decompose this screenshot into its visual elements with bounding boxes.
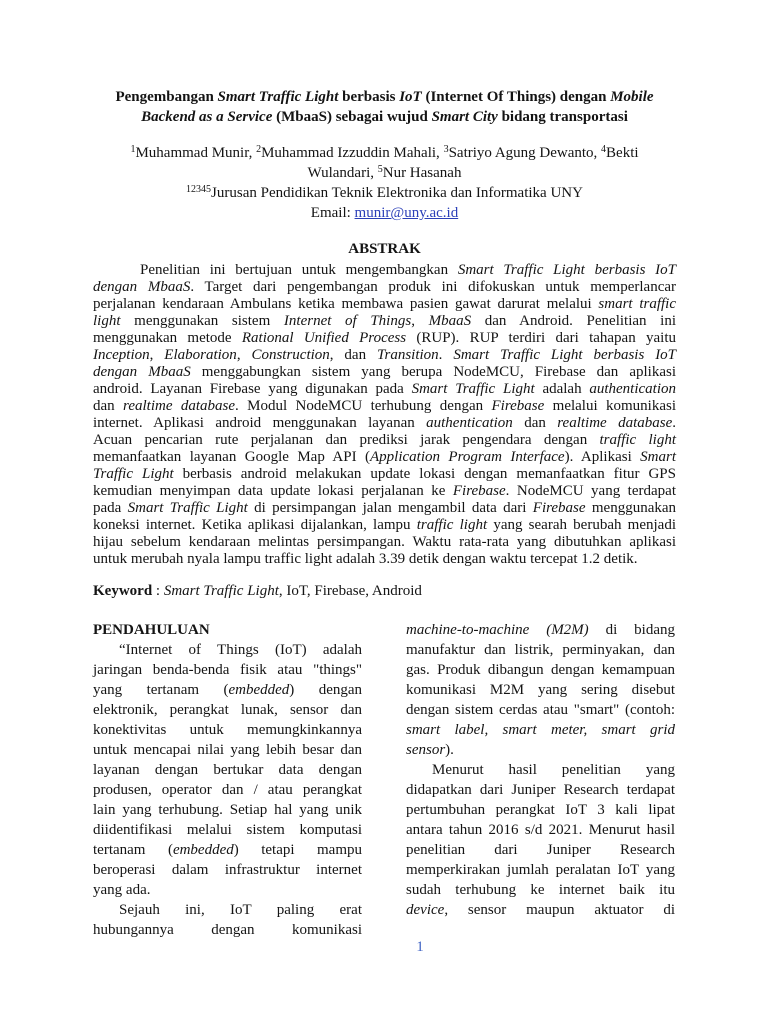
italic-term: smart traffic — [598, 296, 676, 312]
text-run: adalah — [534, 381, 590, 397]
bold-label: Keyword — [93, 583, 153, 599]
text-run: tertanam ( — [93, 842, 173, 858]
affiliation-marker: 4 — [601, 144, 607, 155]
text-line — [93, 415, 676, 432]
text-run: jaringan benda-benda fisik atau "things" — [93, 662, 362, 678]
abstract-heading: ABSTRAK — [348, 241, 421, 257]
text-run: Acuan pencarian rute perjalanan dan prediksi jarak pengendara dengan — [93, 432, 600, 448]
text-line — [406, 820, 675, 840]
text-line — [93, 860, 362, 880]
affiliation-marker: 12345 — [186, 184, 212, 195]
text-run: Wulandari, — [307, 165, 378, 181]
text-run: . — [672, 415, 676, 431]
text-run: “Internet of Things (IoT) adalah — [119, 642, 362, 658]
text-line — [93, 900, 362, 920]
text-run: memanfaatkan layanan Google Map API ( — [93, 449, 370, 465]
text-line — [93, 880, 362, 900]
italic-term: Firebase — [532, 500, 586, 516]
text-line — [93, 740, 362, 760]
text-run: hijau sebelum kendaraan melintas persimpangan. Waktu rata-rata yang dibutuhkan aplikasi — [93, 534, 676, 550]
italic-term: Backend as a Service — [141, 109, 273, 125]
affiliation-marker: 2 — [256, 144, 262, 155]
left-column-body — [93, 640, 362, 940]
text-line — [93, 500, 676, 517]
italic-term: dengan MbaaS — [93, 279, 191, 295]
left-column — [93, 620, 362, 940]
text-run: menggunakan — [585, 500, 677, 516]
text-line — [93, 466, 676, 483]
text-run: Sejauh ini, IoT paling erat — [119, 902, 362, 918]
text-line — [93, 330, 676, 347]
text-line — [406, 880, 675, 900]
italic-term: Internet of Things — [283, 313, 412, 329]
text-line — [93, 780, 362, 800]
text-line — [93, 820, 362, 840]
text-run: Nur Hasanah — [382, 165, 462, 181]
text-line — [93, 483, 676, 500]
text-run: perjalanan kendaraan Ambulans ketika membawa pasien gawat darurat melalui — [93, 296, 599, 312]
text-run: diidentifikasi melalui sistem komputasi — [93, 822, 362, 838]
italic-term: Rational Unified Process — [241, 330, 407, 346]
text-run: layanan dengan bertukar data dengan — [93, 762, 362, 778]
text-run: bidang transportasi — [497, 109, 628, 125]
text-line — [93, 840, 362, 860]
italic-term: dengan MbaaS — [93, 364, 191, 380]
italic-term: Smart Traffic Light — [217, 89, 339, 105]
text-run: menggunakan sistem — [120, 313, 284, 329]
text-line — [93, 398, 676, 415]
text-run: menggabungkan sistem yang berupa NodeMCU, Firebase dan aplikasi — [190, 364, 676, 380]
text-line — [93, 680, 362, 700]
italic-term: sensor — [406, 742, 446, 758]
text-run: , dan — [329, 347, 377, 363]
text-run: Jurusan Pendidikan Teknik Elektronika dan Informatika UNY — [211, 185, 583, 201]
text-run: (Internet Of Things) dengan — [421, 89, 611, 105]
text-line — [93, 347, 676, 364]
author-list — [93, 143, 676, 183]
text-run: yang searah berubah menjadi — [487, 517, 676, 533]
paragraph — [406, 620, 675, 760]
text-run: Pengembangan — [115, 89, 218, 105]
contact-email — [93, 203, 676, 223]
text-line — [93, 313, 676, 330]
text-run: antara tahun 2016 s/d 2021. Menurut hasil — [406, 822, 675, 838]
text-line — [93, 262, 676, 279]
text-run: di persimpangan jalan mengambil data dari — [247, 500, 533, 516]
text-line — [406, 640, 675, 660]
italic-term: machine-to-machine (M2M) — [406, 622, 589, 638]
text-line — [406, 740, 675, 760]
text-run: Satriyo Agung Dewanto, — [448, 145, 602, 161]
text-run: : — [152, 583, 164, 599]
italic-term: Transition — [376, 347, 439, 363]
italic-term: realtime database — [557, 415, 673, 431]
text-line — [93, 581, 676, 601]
text-line — [93, 87, 676, 107]
text-line — [93, 381, 676, 398]
italic-term: Smart Traffic Light berbasis IoT — [457, 262, 677, 278]
text-line — [93, 720, 362, 740]
text-run: produsen, operator dan / atau perangkat — [93, 782, 362, 798]
italic-term: device — [406, 902, 445, 918]
text-line — [93, 143, 676, 163]
abstract-body — [93, 262, 676, 568]
text-run: berbasis — [338, 89, 400, 105]
text-run: penelitian dari Juniper Research — [406, 842, 675, 858]
text-run: dengan sistem cerdas atau "smart" (contoh: — [406, 702, 675, 718]
affiliation-marker: 1 — [130, 144, 136, 155]
paper-title — [93, 87, 676, 127]
text-run: . NodeMCU yang terdapat — [505, 483, 676, 499]
keyword-line — [93, 581, 676, 601]
italic-term: Smart — [640, 449, 676, 465]
text-line — [406, 800, 675, 820]
italic-term: Traffic Light — [93, 466, 174, 482]
text-line — [93, 660, 362, 680]
italic-term: traffic light — [599, 432, 677, 448]
text-line — [93, 183, 676, 203]
text-run: koneksi internet. Ketika aplikasi dijalankan, lampu — [93, 517, 417, 533]
italic-term: realtime database — [123, 398, 236, 414]
text-run: didapatkan dari Juniper Research terdapat — [406, 782, 675, 798]
italic-term: IoT — [399, 89, 422, 105]
paragraph — [93, 640, 362, 900]
italic-term: authentication — [426, 415, 513, 431]
text-run: sudah terhubung ke internet baik itu — [406, 882, 675, 898]
text-run: , sensor maupun aktuator di — [444, 902, 675, 918]
text-run: android. Layanan Firebase yang digunakan pada — [93, 381, 412, 397]
text-run: Bekti — [606, 145, 639, 161]
text-line — [406, 700, 675, 720]
section-heading-pendahuluan: PENDAHULUAN — [93, 622, 210, 638]
text-run: konektivitas untuk memungkinkannya — [93, 722, 362, 738]
italic-term: Mobile — [610, 89, 654, 105]
text-line — [406, 900, 675, 920]
text-run: internet. Aplikasi android menggunakan layanan — [93, 415, 427, 431]
text-line — [406, 860, 675, 880]
text-line — [93, 296, 676, 313]
text-line — [93, 107, 676, 127]
text-line — [93, 800, 362, 820]
text-run: ). — [445, 742, 454, 758]
text-run: , — [149, 347, 165, 363]
text-run: kemudian menyimpan data update lokasi perjalanan ke — [93, 483, 453, 499]
text-run: ). Aplikasi — [564, 449, 641, 465]
text-run: berbasis android melakukan update lokasi dengan memanfaatkan fitur GPS — [173, 466, 676, 482]
text-run: , — [411, 313, 429, 329]
text-line — [406, 680, 675, 700]
text-run: untuk mencapai nilai yang lebih besar dan — [93, 742, 362, 758]
text-run: untuk merubah nyala lampu traffic light adalah 3.39 detik dengan waktu tercepat 1.2 detik. — [93, 551, 638, 567]
right-column — [406, 620, 675, 920]
text-run: hubungannya dengan komunikasi — [93, 922, 362, 938]
text-run: beroperasi dalam infrastruktur internet — [93, 862, 362, 878]
italic-term: Firebase — [491, 398, 545, 414]
italic-term: Inception — [93, 347, 150, 363]
text-run: menggunakan metode — [93, 330, 242, 346]
text-run: lain yang terhubung. Setiap hal yang unik — [93, 802, 362, 818]
italic-term: MbaaS — [428, 313, 472, 329]
italic-term: Smart Traffic Light — [127, 500, 248, 516]
text-line — [93, 534, 676, 551]
italic-term: Smart Traffic Light — [411, 381, 535, 397]
italic-term: traffic light — [416, 517, 488, 533]
text-run: dan — [512, 415, 558, 431]
italic-term: Application Program Interface — [370, 449, 565, 465]
italic-term: Firebase — [452, 483, 506, 499]
italic-term: Construction — [251, 347, 330, 363]
text-run: (MbaaS) sebagai wujud — [272, 109, 432, 125]
italic-term: smart label, smart meter, smart grid — [406, 722, 675, 738]
text-run: elektronik, perangkat lunak, sensor dan — [93, 702, 362, 718]
text-line — [406, 720, 675, 740]
page-number: 1 — [416, 939, 424, 955]
italic-term: embedded — [172, 842, 234, 858]
text-line — [93, 449, 676, 466]
text-run: komunikasi M2M yang sering disebut — [406, 682, 675, 698]
text-line — [93, 364, 676, 381]
text-line — [93, 760, 362, 780]
italic-term: Smart Traffic Light berbasis IoT — [453, 347, 677, 363]
text-run: yang ada. — [93, 882, 151, 898]
text-run: Muhammad Izzuddin Mahali, — [261, 145, 444, 161]
text-line — [406, 840, 675, 860]
text-run: Muhammad Munir, — [135, 145, 257, 161]
text-run: . Target dari pengembangan produk ini difokuskan untuk memperlancar — [190, 279, 677, 295]
text-run: , — [236, 347, 252, 363]
text-run: . — [438, 347, 454, 363]
text-line — [93, 432, 676, 449]
text-line — [93, 163, 676, 183]
text-line — [406, 780, 675, 800]
text-line — [406, 760, 675, 780]
italic-term: Elaboration — [164, 347, 237, 363]
text-run: di bidang — [588, 622, 675, 638]
text-run: ) tetapi mampu — [233, 842, 362, 858]
text-line — [93, 640, 362, 660]
italic-term: light — [93, 313, 121, 329]
text-line — [406, 620, 675, 640]
paragraph — [93, 900, 362, 940]
paragraph — [93, 262, 676, 568]
text-line — [93, 551, 676, 568]
italic-term: authentication — [589, 381, 677, 397]
text-run: dan Android. Penelitian ini — [471, 313, 677, 329]
text-run: Email: — [310, 205, 355, 221]
text-run: Penelitian ini bertujuan untuk mengembangkan — [140, 262, 458, 278]
text-run: memperkirakan jumlah peralatan IoT yang — [406, 862, 675, 878]
text-run: gas. Produk dibangun dengan kemampuan — [406, 662, 675, 678]
text-line — [406, 660, 675, 680]
text-run: . Modul NodeMCU terhubung dengan — [235, 398, 492, 414]
email-link[interactable]: munir@uny.ac.id — [354, 205, 459, 221]
text-run: manufaktur dan listrik, perminyakan, dan — [406, 642, 675, 658]
text-run: , IoT, Firebase, Android — [278, 583, 422, 599]
italic-term: Smart Traffic Light — [163, 583, 279, 599]
text-run: yang tertanam ( — [93, 682, 229, 698]
text-run: ) dengan — [289, 682, 363, 698]
text-line — [93, 279, 676, 296]
text-line — [93, 920, 362, 940]
text-run: pada — [93, 500, 128, 516]
text-run: dan — [93, 398, 124, 414]
affiliation — [93, 183, 676, 203]
affiliation-marker: 5 — [377, 164, 383, 175]
text-run: Menurut hasil penelitian yang — [432, 762, 675, 778]
text-line — [93, 517, 676, 534]
text-run: (RUP). RUP terdiri dari tahapan yaitu — [406, 330, 676, 346]
text-line — [93, 700, 362, 720]
text-run: pertumbuhan perangkat IoT 3 kali lipat — [406, 802, 675, 818]
italic-term: embedded — [228, 682, 290, 698]
paragraph — [406, 760, 675, 920]
italic-term: Smart City — [431, 109, 498, 125]
affiliation-marker: 3 — [443, 144, 449, 155]
text-run: melalui komunikasi — [544, 398, 677, 414]
text-line — [93, 203, 676, 223]
